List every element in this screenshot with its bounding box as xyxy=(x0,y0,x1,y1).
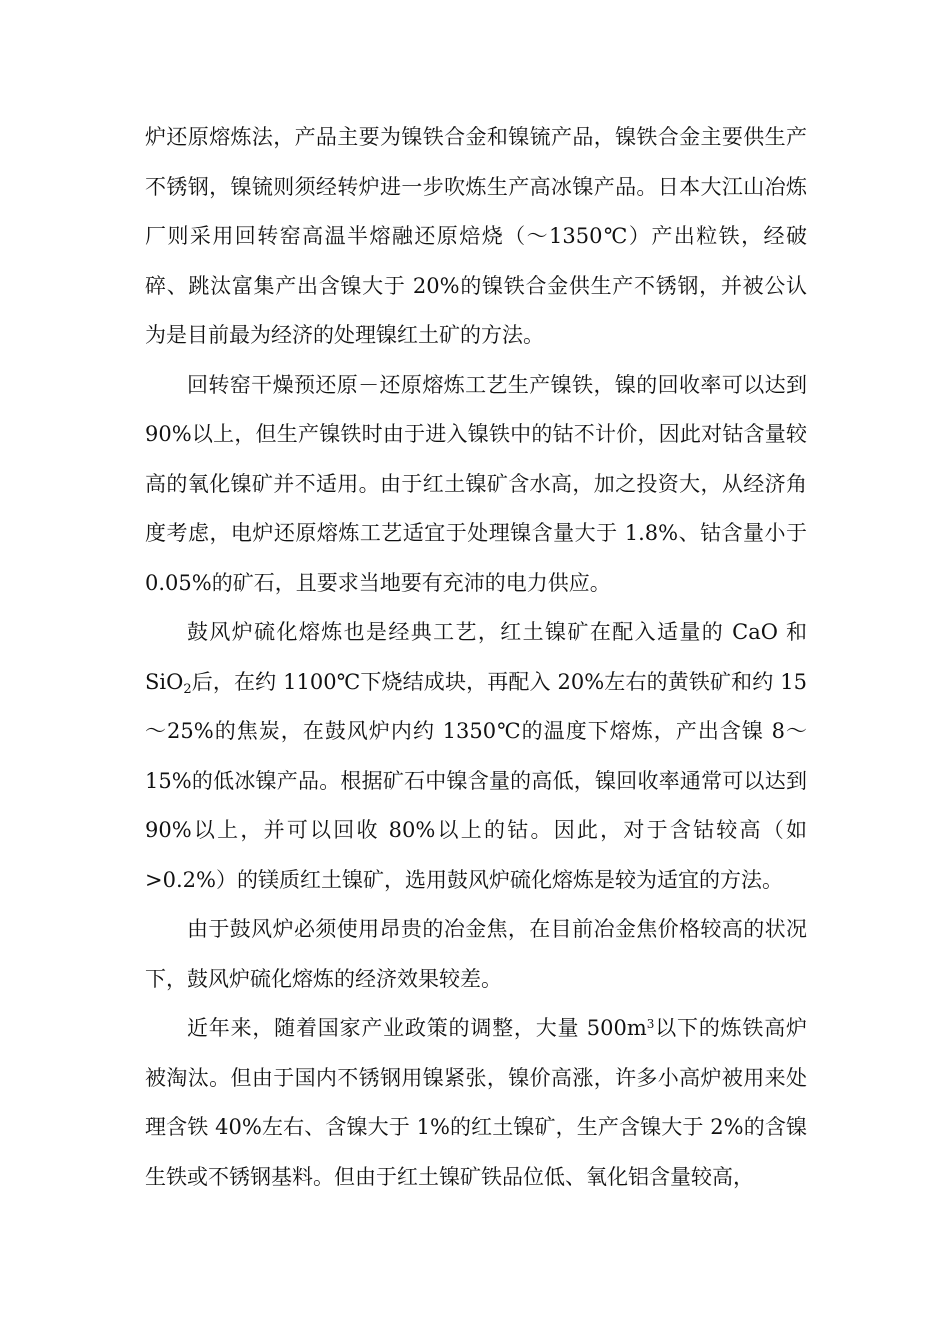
paragraph-4: 由于鼓风炉必须使用昂贵的冶金焦，在目前冶金焦价格较高的状况下，鼓风炉硫化熔炼的经济效果较差。 xyxy=(145,917,807,991)
paragraph-5-text-b: 以下的炼铁高炉被淘汰。但由于国内不锈钢用镍紧张，镍价高涨，许多小高炉被用来处理含铁 40%左右、含镍大于 1%的红土镍矿，生产含镍大于 2%的含镍生铁或不锈钢基料。但由于红土镍矿铁品位低、氧化铝含量较高， xyxy=(145,1016,808,1189)
paragraph-3-text-b: 后，在约 1100℃下烧结成块，再配入 20%左右的黄铁矿和约 15～25%的焦炭，在鼓风炉内约 1350℃的温度下熔炼，产出含镍 8～15%的低冰镍产品。根据矿石中镍含量的高低，镍回收率通常可以达到 90%以上，并可以回收 80%以上的钴。因此，对于含钴较高（如>0.2%）的镁质红土镍矿，选用鼓风炉硫化熔炼是较为适宜的方法。 xyxy=(145,669,807,892)
paragraph-3 xyxy=(145,608,807,905)
superscript-3: 3 xyxy=(646,1017,655,1031)
subscript-2: 2 xyxy=(183,681,192,697)
body-text xyxy=(145,113,807,1202)
paragraph-1: 炉还原熔炼法，产品主要为镍铁合金和镍锍产品，镍铁合金主要供生产不锈钢，镍锍则须经转炉进一步吹炼生产高冰镍产品。日本大江山冶炼厂则采用回转窑高温半熔融还原焙烧（～1350℃）产出粒铁，经破碎、跳汰富集产出含镍大于 20%的镍铁合金供生产不锈钢，并被公认为是目前最为经济的处理镍红土矿的方法。 xyxy=(145,125,807,347)
paragraph-3-text-a: 鼓风炉硫化熔炼也是经典工艺，红土镍矿在配入适量的 CaO 和 SiO xyxy=(145,620,807,694)
paragraph-5-text-a: 近年来，随着国家产业政策的调整，大量 500m xyxy=(187,1016,647,1040)
paragraph-5 xyxy=(145,1004,807,1202)
paragraph-2: 回转窑干燥预还原－还原熔炼工艺生产镍铁，镍的回收率可以达到 90%以上，但生产镍铁时由于进入镍铁中的钴不计价，因此对钴含量较高的氧化镍矿并不适用。由于红土镍矿含水高，加之投资大，从经济角度考虑，电炉还原熔炼工艺适宜于处理镍含量大于 1.8%、钴含量小于 0.05%的矿石，且要求当地要有充沛的电力供应。 xyxy=(145,372,807,595)
